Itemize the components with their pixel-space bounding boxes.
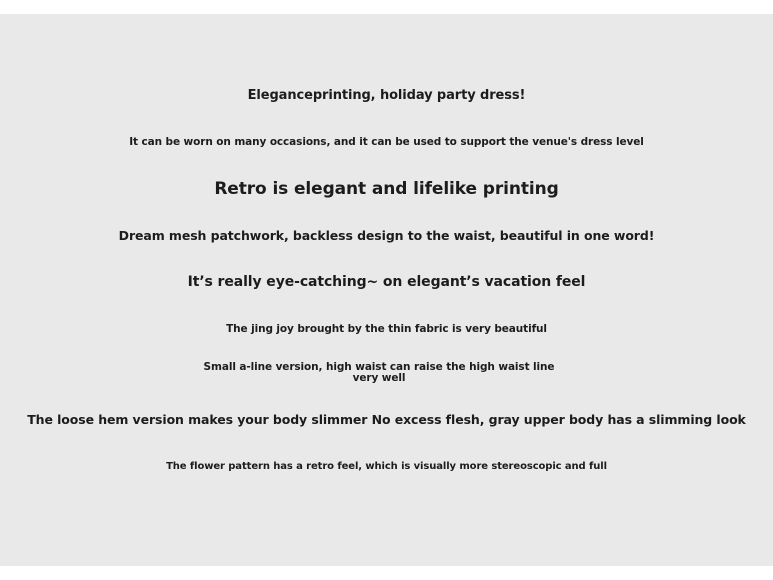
text-dream-mesh: Dream mesh patchwork, backless design to the waist, beautiful in one word!: [118, 228, 655, 243]
text-panel: [0, 14, 773, 566]
text-thin-fabric: The jing joy brought by the thin fabric is very beautiful: [226, 323, 547, 335]
text-flower-pattern: The flower pattern has a retro feel, which is visually more stereoscopic and full: [166, 461, 607, 472]
headline-retro-printing: Retro is elegant and lifelike printing: [214, 179, 559, 199]
headline-elegance-printing: Eleganceprinting, holiday party dress!: [247, 88, 526, 103]
text-loose-hem: The loose hem version makes your body slimmer No excess flesh, gray upper body has a slimming look: [27, 412, 746, 427]
text-many-occasions: It can be worn on many occasions, and it can be used to support the venue's dress level: [129, 136, 644, 148]
text-eye-catching: It’s really eye-catching~ on elegant’s vacation feel: [187, 274, 586, 290]
text-a-line-version: Small a-line version, high waist can raise the high waist line very well: [203, 361, 555, 384]
